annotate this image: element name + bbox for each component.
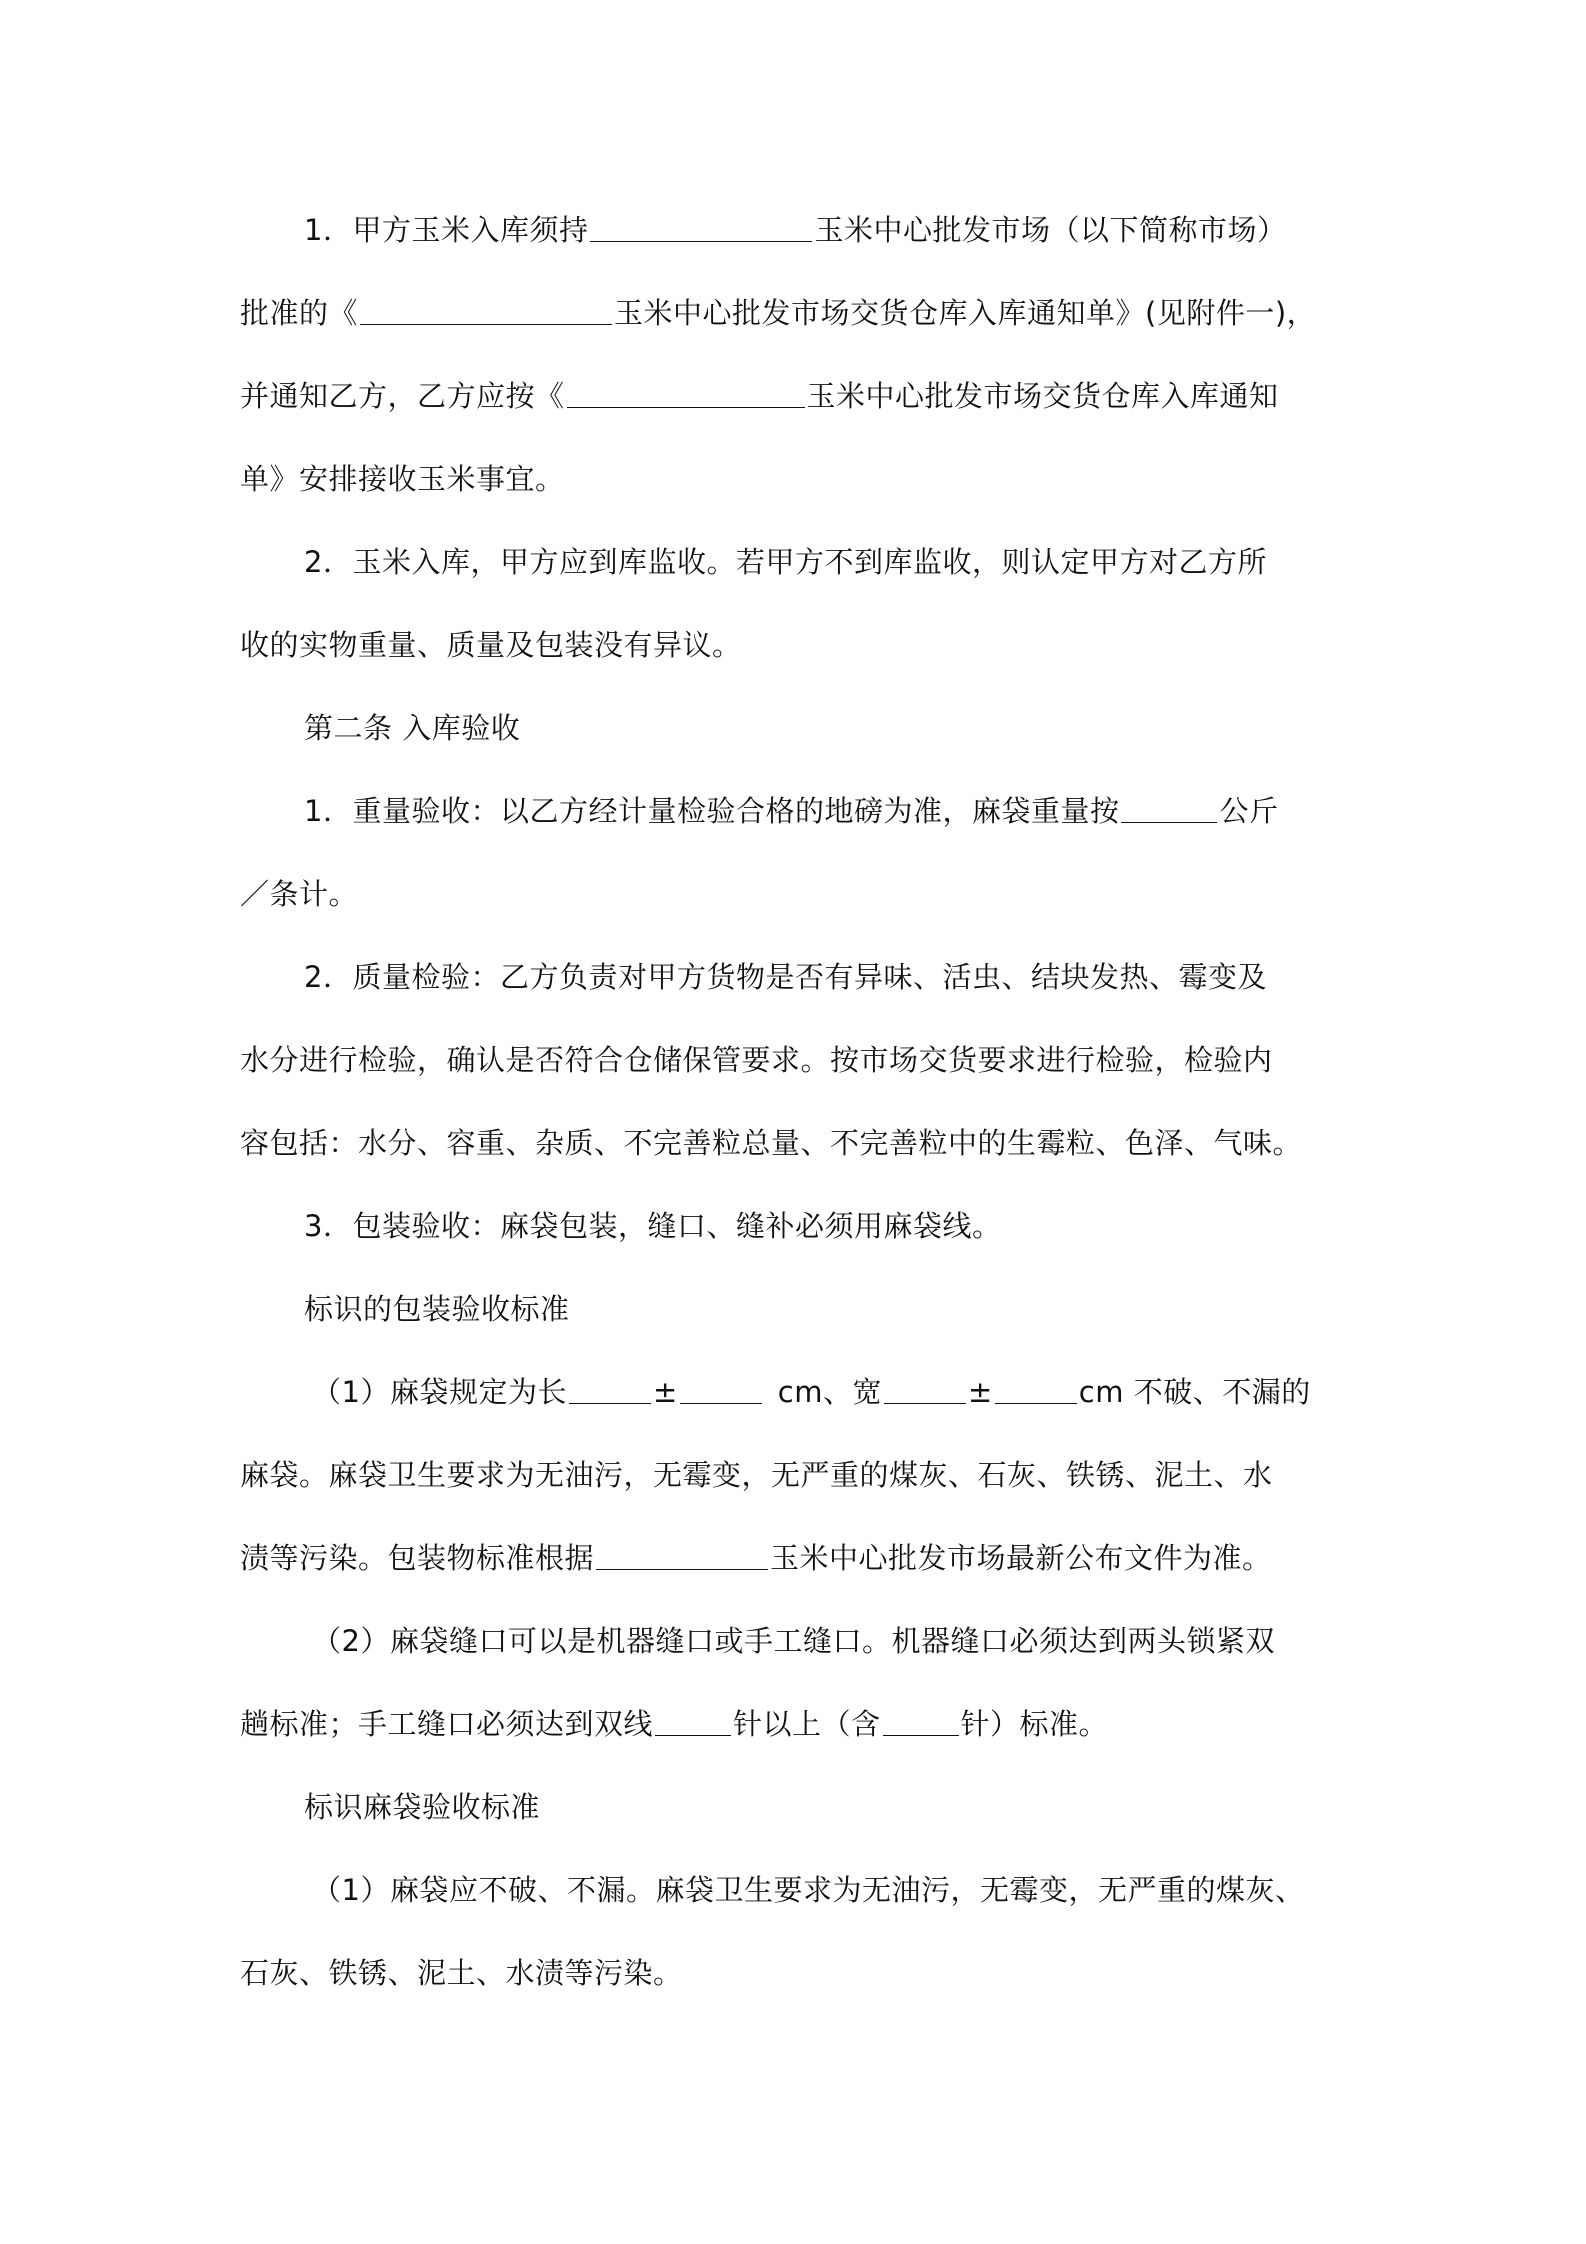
- text-segment: 收的实物重量、质量及包装没有异议。: [240, 628, 742, 662]
- text-segment: 麻袋。麻袋卫生要求为无油污，无霉变，无严重的煤灰、石灰、铁锈、泥土、水: [240, 1458, 1273, 1492]
- text-segment: 针以上（含: [733, 1707, 881, 1741]
- paragraph-line-1: [304, 210, 1286, 250]
- fill-blank-market-name-2: [360, 294, 612, 325]
- text-segment: cm 不破、不漏的: [1078, 1375, 1311, 1409]
- text-segment: 批准的《: [240, 296, 359, 330]
- fill-blank-market-name-4: [596, 1539, 768, 1570]
- text-segment: （1）麻袋应不破、不漏。麻袋卫生要求为无油污，无霉变，无严重的煤灰、: [312, 1873, 1305, 1907]
- text-segment: ±: [967, 1375, 993, 1409]
- text-segment: 3．包装验收：麻袋包装，缝口、缝补必须用麻袋线。: [304, 1209, 1002, 1243]
- text-segment: ±: [652, 1375, 678, 1409]
- text-segment: 渍等污染。包装物标准根据: [240, 1541, 595, 1575]
- text-segment: 第二条 入库验收: [304, 711, 521, 745]
- fill-blank-sack-weight: [1121, 792, 1217, 823]
- paragraph-line-2: [240, 293, 1316, 333]
- text-segment: 石灰、铁锈、泥土、水渍等污染。: [240, 1956, 683, 1990]
- text-segment: （2）麻袋缝口可以是机器缝口或手工缝口。机器缝口必须达到两头锁紧双: [312, 1624, 1275, 1658]
- paragraph-line-9: [240, 874, 358, 914]
- fill-blank-width-tolerance: [995, 1373, 1077, 1404]
- text-segment: 标识的包装验收标准: [304, 1292, 570, 1326]
- subheading-packaging: [304, 1289, 570, 1329]
- text-segment: cm、宽: [777, 1375, 882, 1409]
- fill-blank-length: [569, 1373, 651, 1404]
- text-segment: 2．玉米入库，甲方应到库监收。若甲方不到库监收，则认定甲方对乙方所: [304, 545, 1267, 579]
- text-segment: 水分进行检验，确认是否符合仓储保管要求。按市场交货要求进行检验，检验内: [240, 1043, 1273, 1077]
- text-segment: 公斤: [1219, 794, 1279, 828]
- paragraph-line-21: [312, 1870, 1304, 1910]
- paragraph-line-22: [240, 1953, 683, 1993]
- text-segment: （1）麻袋规定为长: [312, 1375, 567, 1409]
- paragraph-line-13: [304, 1206, 1001, 1246]
- paragraph-line-16: [240, 1455, 1273, 1495]
- text-segment: 并通知乙方，乙方应按《: [240, 379, 565, 413]
- paragraph-line-3: [240, 376, 1279, 416]
- fill-blank-stitch-count-2: [883, 1705, 959, 1736]
- fill-blank-width: [884, 1373, 966, 1404]
- text-segment: 玉米中心批发市场交货仓库入库通知: [806, 379, 1279, 413]
- document-page: [240, 0, 1380, 2244]
- text-segment: 容包括：水分、容重、杂质、不完善粒总量、不完善粒中的生霉粒、色泽、气味。: [240, 1126, 1303, 1160]
- paragraph-line-19: [240, 1704, 1108, 1744]
- fill-blank-market-name-1: [590, 211, 812, 242]
- paragraph-line-5: [304, 542, 1267, 582]
- text-segment: 1．甲方玉米入库须持: [304, 213, 589, 247]
- paragraph-line-6: [240, 625, 742, 665]
- fill-blank-stitch-count-1: [655, 1705, 731, 1736]
- text-segment: 2．质量检验：乙方负责对甲方货物是否有异味、活虫、结块发热、霉变及: [304, 960, 1267, 994]
- paragraph-line-4: [240, 459, 565, 499]
- paragraph-line-8: [304, 791, 1278, 831]
- section-heading: [304, 708, 520, 748]
- fill-blank-market-name-3: [567, 377, 805, 408]
- paragraph-line-12: [240, 1123, 1302, 1163]
- text-segment: 标识麻袋验收标准: [304, 1790, 541, 1824]
- text-segment: 1．重量验收：以乙方经计量检验合格的地磅为准，麻袋重量按: [304, 794, 1120, 828]
- fill-blank-length-tolerance: [680, 1373, 762, 1404]
- text-segment: 玉米中心批发市场最新公布文件为准。: [770, 1541, 1272, 1575]
- paragraph-line-15: [312, 1372, 1311, 1412]
- paragraph-line-11: [240, 1040, 1273, 1080]
- paragraph-line-17: [240, 1538, 1272, 1578]
- text-segment: 玉米中心批发市场交货仓库入库通知单》(见附件一)，: [614, 296, 1317, 330]
- text-segment: 玉米中心批发市场（以下简称市场）: [814, 213, 1287, 247]
- text-segment: 趟标准；手工缝口必须达到双线: [240, 1707, 654, 1741]
- text-segment: 单》安排接收玉米事宜。: [240, 462, 565, 496]
- paragraph-line-18: [312, 1621, 1275, 1661]
- text-segment: 针）标准。: [960, 1707, 1109, 1741]
- text-segment: ／条计。: [240, 877, 359, 911]
- paragraph-line-10: [304, 957, 1267, 997]
- subheading-sack: [304, 1787, 540, 1827]
